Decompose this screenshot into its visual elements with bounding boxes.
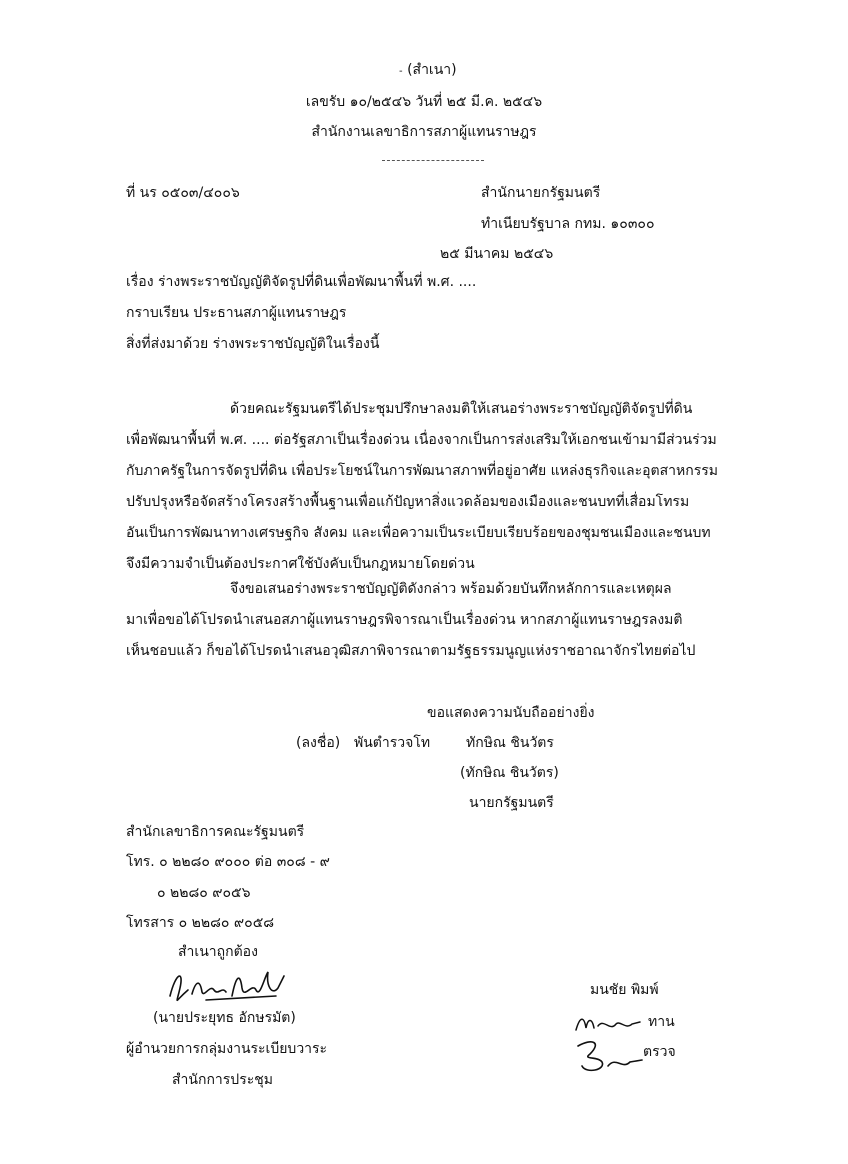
- contact-phone: โทร. ๐ ๒๒๘๐ ๙๐๐๐ ต่อ ๓๐๘ - ๙: [126, 854, 330, 870]
- body-line: เห็นชอบแล้ว ก็ขอได้โปรดนำเสนอวุฒิสภาพิจารณาตามรัฐธรรมนูญแห่งราชอาณาจักรไทยต่อไป: [126, 643, 696, 659]
- letter-date: ๒๕ มีนาคม ๒๕๔๖: [440, 246, 554, 262]
- certifier-title: ผู้อำนวยการกลุ่มงานระเบียบวาระ: [126, 1041, 328, 1057]
- contact-fax: โทรสาร ๐ ๒๒๘๐ ๙๐๕๘: [126, 915, 275, 931]
- header-divider: [382, 160, 484, 161]
- body-line: ปรับปรุงหรือจัดสร้างโครงสร้างพื้นฐานเพื่อแก้ปัญหาสิ่งแวดล้อมของเมืองและชนบทที่เสื่อมโทรม: [126, 494, 690, 510]
- typed-initials: [574, 1010, 644, 1036]
- body-line: กับภาครัฐในการจัดรูปที่ดิน เพื่อประโยชน์ในการพัฒนาสภาพที่อยู่อาศัย แหล่งธุรกิจและอุตสาหกรรม: [126, 463, 719, 479]
- signed-label: (ลงชื่อ): [296, 735, 341, 751]
- body-line: จึงมีความจำเป็นต้องประกาศใช้บังคับเป็นกฎหมายโดยด่วน: [126, 556, 475, 572]
- typist-name: มนชัย พิมพ์: [590, 982, 659, 998]
- signer-rank: พันตำรวจโท: [354, 735, 431, 751]
- checked-label: ตรวจ: [643, 1044, 676, 1060]
- certifier-department: สำนักการประชุม: [172, 1072, 273, 1088]
- enclosure-line: สิ่งที่ส่งมาด้วย ร่างพระราชบัญญัติในเรื่องนี้: [126, 336, 380, 352]
- receiving-office: สำนักงานเลขาธิการสภาผู้แทนราษฎร: [311, 124, 537, 140]
- certifier-name: (นายประยุทธ อักษรมัต): [153, 1010, 296, 1026]
- signer-name-parenthesized: (ทักษิณ ชินวัตร): [460, 765, 559, 781]
- reference-number: ที่ นร ๐๕๐๓/๔๐๐๖: [126, 185, 240, 201]
- proofread-label: ทาน: [648, 1014, 675, 1030]
- body-line: เพื่อพัฒนาพื้นที่ พ.ศ. .... ต่อรัฐสภาเป็นเรื่องด่วน เนื่องจากเป็นการส่งเสริมให้เอกชนเข้ามามีส่วนร่วม: [126, 432, 717, 448]
- closing-regards: ขอแสดงความนับถืออย่างยิ่ง: [427, 705, 595, 721]
- contact-office: สำนักเลขาธิการคณะรัฐมนตรี: [126, 824, 305, 840]
- signer-name: ทักษิณ ชินวัตร: [466, 735, 554, 751]
- handwritten-signature: [166, 966, 296, 1006]
- received-stamp: เลขรับ ๑๐/๒๕๔๖ วันที่ ๒๕ มี.ค. ๒๕๔๖: [305, 94, 543, 110]
- sender-name: สำนักนายกรัฐมนตรี: [481, 185, 601, 201]
- sender-address: ทำเนียบรัฐบาล กทม. ๑๐๓๐๐: [481, 216, 655, 232]
- subject-line: เรื่อง ร่างพระราชบัญญัติจัดรูปที่ดินเพื่อพัฒนาพื้นที่ พ.ศ. ....: [126, 274, 477, 290]
- body-line: ด้วยคณะรัฐมนตรีได้ประชุมปรึกษาลงมติให้เสนอร่างพระราชบัญญัติจัดรูปที่ดิน: [230, 401, 693, 417]
- body-line: มาเพื่อขอได้โปรดนำเสนอสภาผู้แทนราษฎรพิจารณาเป็นเรื่องด่วน หากสภาผู้แทนราษฎรลงมติ: [126, 612, 683, 628]
- body-line: อันเป็นการพัฒนาทางเศรษฐกิจ สังคม และเพื่อความเป็นระเบียบเรียบร้อยของชุมชนเมืองและชนบท: [126, 525, 711, 541]
- body-paragraph-1: [126, 394, 726, 580]
- body-paragraph-2: [126, 574, 726, 667]
- contact-phone-2: ๐ ๒๒๘๐ ๙๐๕๖: [157, 885, 251, 901]
- salutation-line: กราบเรียน ประธานสภาผู้แทนราษฎร: [126, 305, 347, 321]
- checked-initials: [572, 1036, 644, 1076]
- copy-mark: - (สำเนา): [399, 62, 457, 78]
- signer-position: นายกรัฐมนตรี: [469, 795, 554, 811]
- body-line: จึงขอเสนอร่างพระราชบัญญัติดังกล่าว พร้อมด้วยบันทึกหลักการและเหตุผล: [230, 581, 672, 597]
- certified-copy-label: สำเนาถูกต้อง: [178, 944, 258, 960]
